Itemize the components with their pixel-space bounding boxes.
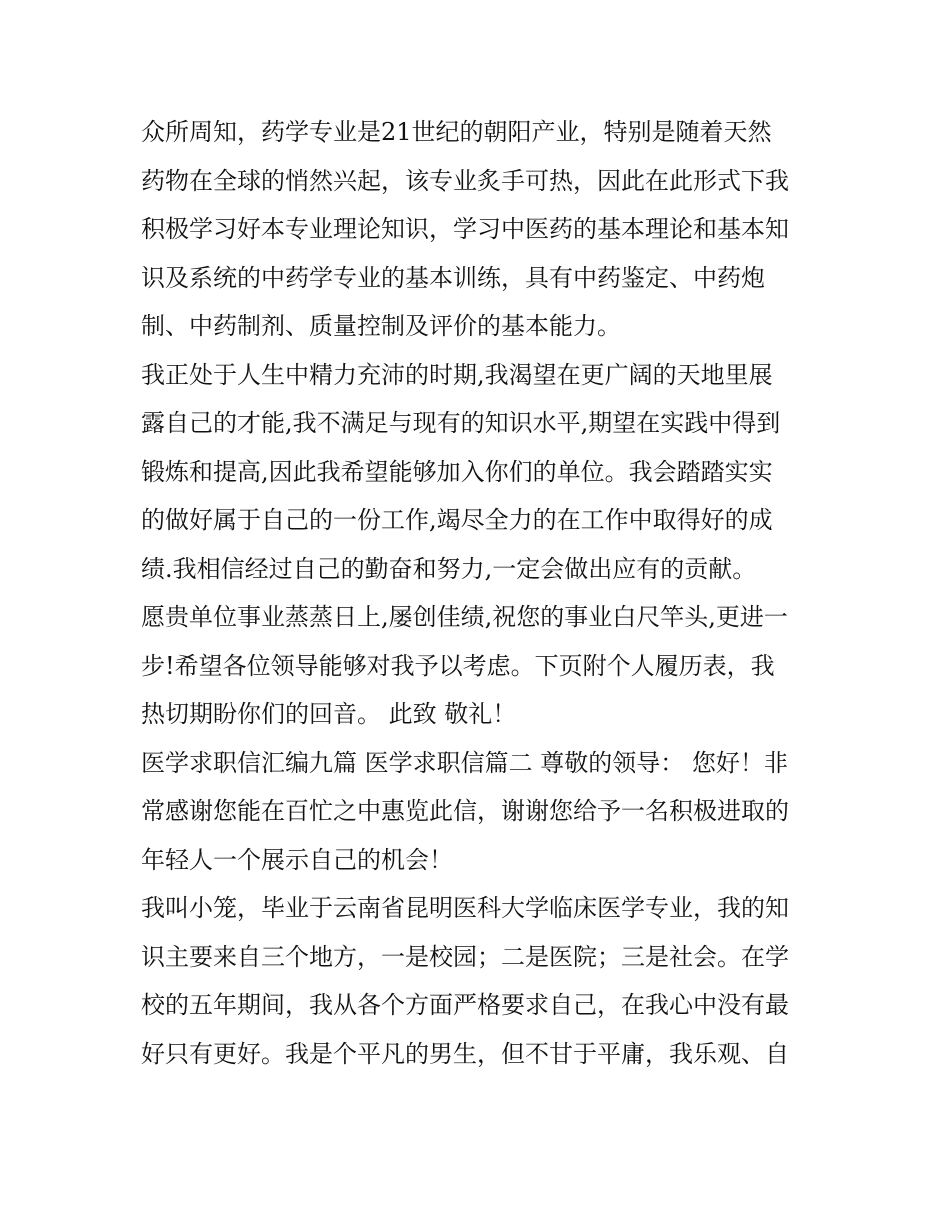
text-line: 锻炼和提高,因此我希望能够加入你们的单位。我会踏踏实实 [141, 457, 773, 486]
text-line: 医学求职信汇编九篇 医学求职信篇二 尊敬的领导： 您好！非 [141, 748, 788, 777]
text-line: 常感谢您能在百忙之中惠览此信，谢谢您给予一名积极进取的 [141, 797, 789, 825]
text-line: 绩.我相信经过自己的勤奋和努力,一定会做出应有的贡献。 [141, 554, 757, 583]
text-line: 热切期盼你们的回音。 此致 敬礼！ [141, 700, 517, 728]
text-line: 识及系统的中药学专业的基本训练，具有中药鉴定、中药炮 [141, 263, 765, 292]
text-line: 好只有更好。我是个平凡的男生，但不甘于平庸，我乐观、自 [141, 1039, 789, 1068]
text-line: 药物在全球的悄然兴起，该专业炙手可热，因此在此形式下我 [141, 166, 789, 195]
text-line: 识主要来自三个地方，一是校园；二是医院；三是社会。在学 [141, 942, 789, 971]
document-body [141, 108, 821, 1078]
text-line: 步!希望各位领导能够对我予以考虑。下页附个人履历表，我 [141, 651, 775, 680]
text-line: 制、中药制剂、质量控制及评价的基本能力。 [141, 312, 621, 340]
text-line: 年轻人一个展示自己的机会！ [141, 845, 453, 874]
text-line: 众所周知，药学专业是21世纪的朝阳产业，特别是随着天然 [141, 118, 772, 146]
text-line: 露自己的才能,我不满足与现有的知识水平,期望在实践中得到 [141, 409, 781, 437]
text-line: 愿贵单位事业蒸蒸日上,屡创佳绩,祝您的事业白尺竿头,更进一 [141, 603, 788, 631]
text-line: 积极学习好本专业理论知识，学习中医药的基本理论和基本知 [141, 215, 789, 243]
text-line: 我正处于人生中精力充沛的时期,我渴望在更广阔的天地里展 [141, 360, 773, 389]
text-line: 校的五年期间，我从各个方面严格要求自己，在我心中没有最 [141, 991, 789, 1019]
text-line: 我叫小笼，毕业于云南省昆明医科大学临床医学专业，我的知 [141, 894, 789, 922]
text-line: 的做好属于自己的一份工作,竭尽全力的在工作中取得好的成 [141, 506, 773, 534]
